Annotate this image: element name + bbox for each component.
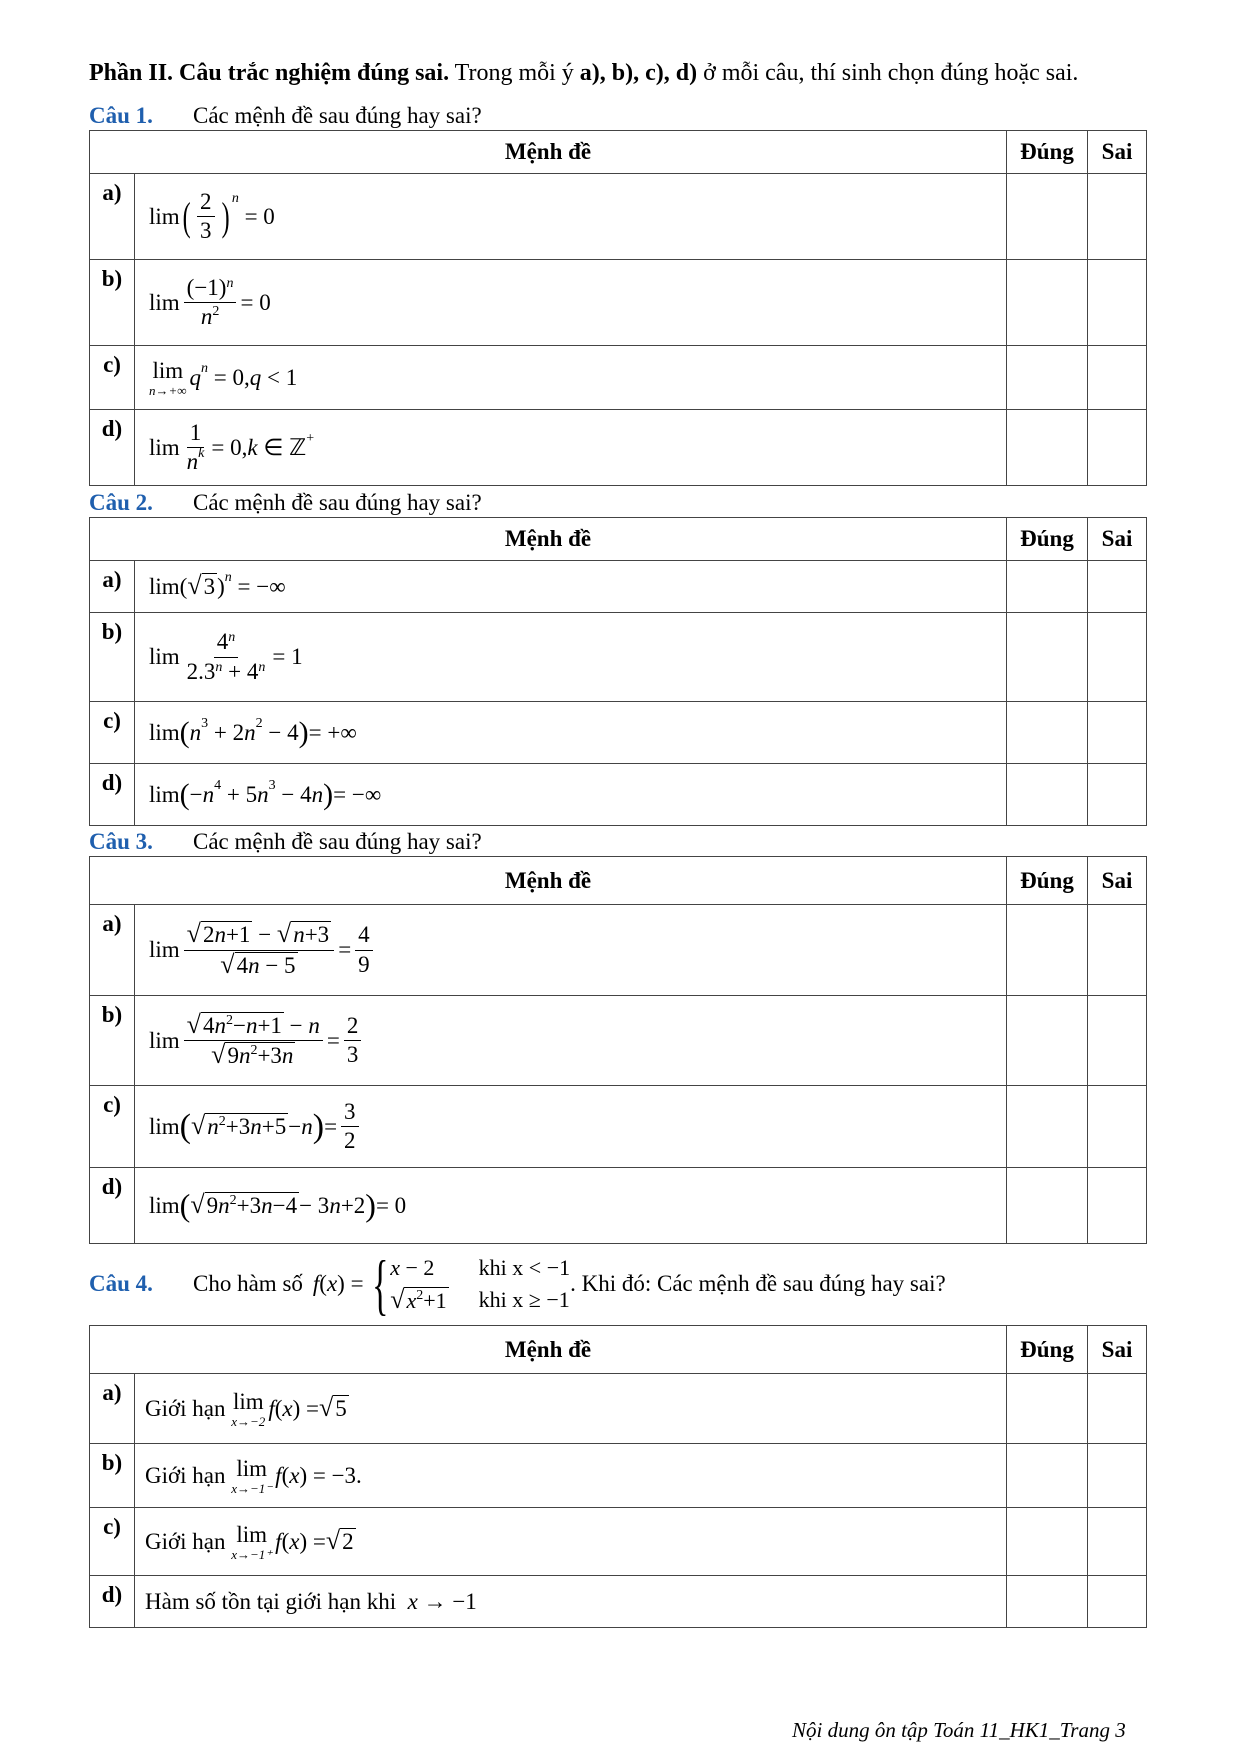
false-answer-cell[interactable] [1088, 996, 1147, 1086]
true-answer-cell[interactable] [1007, 1086, 1088, 1168]
question-3-table [89, 856, 1147, 1244]
limit-text: Giới hạn [145, 1528, 226, 1554]
table-row [90, 1086, 1147, 1168]
false-answer-cell[interactable] [1088, 1374, 1147, 1444]
table-row [90, 1508, 1147, 1576]
row-label: d) [90, 1168, 135, 1244]
statement-expression: lim 4$^n$ $2.3^n + 4^n$ = 1 [135, 613, 1007, 702]
header-statement: Mệnh đề [90, 1326, 1007, 1374]
row-label: b) [90, 613, 135, 702]
true-answer-cell[interactable] [1007, 1374, 1088, 1444]
intro-text-a: Trong mỗi ý [449, 60, 580, 86]
false-answer-cell[interactable] [1088, 1508, 1147, 1576]
header-false: Sai [1088, 131, 1147, 174]
question-2-header [89, 490, 482, 516]
question-1-table [89, 130, 1147, 486]
table-row [90, 996, 1147, 1086]
table-row [90, 1168, 1147, 1244]
statement-expression: lim ( 2 3 ) n = 0 [135, 174, 1007, 260]
true-answer-cell[interactable] [1007, 1576, 1088, 1628]
table-row [90, 346, 1147, 410]
question-4-prompt-post: . Khi đó: Các mệnh đề sau đúng hay sai? [570, 1271, 946, 1296]
true-answer-cell[interactable] [1007, 702, 1088, 764]
question-2-prompt: Các mệnh đề sau đúng hay sai? [193, 490, 482, 515]
table-row [90, 410, 1147, 486]
statement-expression: lim 1 $n^k$ = 0, k ∈ ℤ + [135, 410, 1007, 486]
header-true: Đúng [1007, 857, 1088, 905]
d-statement-text: Hàm số tồn tại giới hạn khi [145, 1588, 397, 1614]
page-footer: Nội dung ôn tập Toán 11_HK1_Trang 3 [792, 1718, 1126, 1742]
statement-expression: lim $(-1)^n$ $n^2$ = 0 [135, 260, 1007, 346]
row-label: c) [90, 1086, 135, 1168]
false-answer-cell[interactable] [1088, 260, 1147, 346]
true-answer-cell[interactable] [1007, 613, 1088, 702]
true-answer-cell[interactable] [1007, 764, 1088, 826]
table-row [90, 561, 1147, 613]
statement-expression: Giới hạn lim x→−1⁺ f ( x ) = √ 2 [135, 1508, 1007, 1576]
table-row [90, 905, 1147, 996]
statement-expression: lim ( √ $9n^2+3n-4$ − 3 n +2 ) = 0 [135, 1168, 1007, 1244]
false-answer-cell[interactable] [1088, 1444, 1147, 1508]
question-4-header [89, 1246, 946, 1322]
header-true: Đúng [1007, 518, 1088, 561]
true-answer-cell[interactable] [1007, 1508, 1088, 1576]
statement-expression: Giới hạn lim x→−1⁻ f ( x ) = −3. [135, 1444, 1007, 1508]
row-label: c) [90, 1508, 135, 1576]
statement-expression: lim ( √ $n^2+3n+5$ − n ) = 3 2 [135, 1086, 1007, 1168]
case-2-condition: khi x ≥ −1 [478, 1286, 570, 1312]
table-row [90, 702, 1147, 764]
header-false: Sai [1088, 857, 1147, 905]
row-label: c) [90, 346, 135, 410]
row-label: b) [90, 996, 135, 1086]
row-label: b) [90, 1444, 135, 1508]
false-answer-cell[interactable] [1088, 1576, 1147, 1628]
header-true: Đúng [1007, 131, 1088, 174]
case-1-condition: khi x < −1 [478, 1254, 571, 1280]
statement-expression: lim n→+∞ q n = 0, q < 1 [135, 346, 1007, 410]
statement-expression: Hàm số tồn tại giới hạn khi x → −1 [135, 1576, 1007, 1628]
table-row [90, 1444, 1147, 1508]
row-label: d) [90, 410, 135, 486]
table-row [90, 1374, 1147, 1444]
false-answer-cell[interactable] [1088, 613, 1147, 702]
header-statement: Mệnh đề [90, 518, 1007, 561]
statement-expression: lim ( n 3 + 2 n 2 − 4 ) = +∞ [135, 702, 1007, 764]
row-label: c) [90, 702, 135, 764]
question-3-number: Câu 3. [89, 829, 153, 854]
statement-expression: Giới hạn lim x→−2 f ( x ) = √ 5 [135, 1374, 1007, 1444]
question-1-prompt: Các mệnh đề sau đúng hay sai? [193, 103, 482, 128]
true-answer-cell[interactable] [1007, 1444, 1088, 1508]
question-4-number: Câu 4. [89, 1271, 153, 1296]
false-answer-cell[interactable] [1088, 410, 1147, 486]
false-answer-cell[interactable] [1088, 905, 1147, 996]
intro-text-b: ở mỗi câu, thí sinh chọn đúng hoặc sai. [697, 60, 1079, 86]
section-intro [89, 60, 1078, 87]
question-2-table [89, 517, 1147, 826]
true-answer-cell[interactable] [1007, 561, 1088, 613]
row-label: b) [90, 260, 135, 346]
true-answer-cell[interactable] [1007, 905, 1088, 996]
row-label: d) [90, 1576, 135, 1628]
row-label: a) [90, 1374, 135, 1444]
row-label: a) [90, 905, 135, 996]
statement-expression: lim ( − n 4 + 5 n 3 − 4 n ) = −∞ [135, 764, 1007, 826]
true-answer-cell[interactable] [1007, 260, 1088, 346]
false-answer-cell[interactable] [1088, 1086, 1147, 1168]
row-label: a) [90, 561, 135, 613]
limit-text: Giới hạn [145, 1462, 226, 1488]
limit-text: Giới hạn [145, 1395, 226, 1421]
table-row [90, 764, 1147, 826]
true-answer-cell[interactable] [1007, 174, 1088, 260]
false-answer-cell[interactable] [1088, 764, 1147, 826]
question-1-header [89, 103, 482, 129]
false-answer-cell[interactable] [1088, 174, 1147, 260]
false-answer-cell[interactable] [1088, 702, 1147, 764]
question-4-prompt-pre: Cho hàm số [193, 1271, 303, 1296]
header-statement: Mệnh đề [90, 131, 1007, 174]
statement-expression: lim √ 2n+1 − √ n+3 √ 4n − 5 = 4 9 [135, 905, 1007, 996]
question-2-number: Câu 2. [89, 490, 153, 515]
question-4-table [89, 1325, 1147, 1628]
table-row [90, 174, 1147, 260]
false-answer-cell[interactable] [1088, 346, 1147, 410]
table-row [90, 613, 1147, 702]
question-3-prompt: Các mệnh đề sau đúng hay sai? [193, 829, 482, 854]
true-answer-cell[interactable] [1007, 410, 1088, 486]
false-answer-cell[interactable] [1088, 561, 1147, 613]
section-title: Phần II. Câu trắc nghiệm đúng sai. [89, 60, 450, 86]
header-false: Sai [1088, 518, 1147, 561]
table-row [90, 1576, 1147, 1628]
table-row [90, 260, 1147, 346]
statement-expression: lim( √ 3 ) n = −∞ [135, 561, 1007, 613]
false-answer-cell[interactable] [1088, 1168, 1147, 1244]
question-3-header [89, 829, 482, 855]
true-answer-cell[interactable] [1007, 1168, 1088, 1244]
header-true: Đúng [1007, 1326, 1088, 1374]
statement-expression: lim √ $4n^2-n+1$ − n √ $9n^2+3n$ = 2 3 [135, 996, 1007, 1086]
row-label: a) [90, 174, 135, 260]
header-false: Sai [1088, 1326, 1147, 1374]
piecewise-function: f ( x ) = { x − 2 khi x < −1 √ $x^2+1$ khi x ≥ −1 [312, 1246, 571, 1322]
question-1-number: Câu 1. [89, 103, 153, 128]
true-answer-cell[interactable] [1007, 996, 1088, 1086]
row-label: d) [90, 764, 135, 826]
intro-bold-b: a), b), c), d) [579, 60, 698, 86]
true-answer-cell[interactable] [1007, 346, 1088, 410]
header-statement: Mệnh đề [90, 857, 1007, 905]
